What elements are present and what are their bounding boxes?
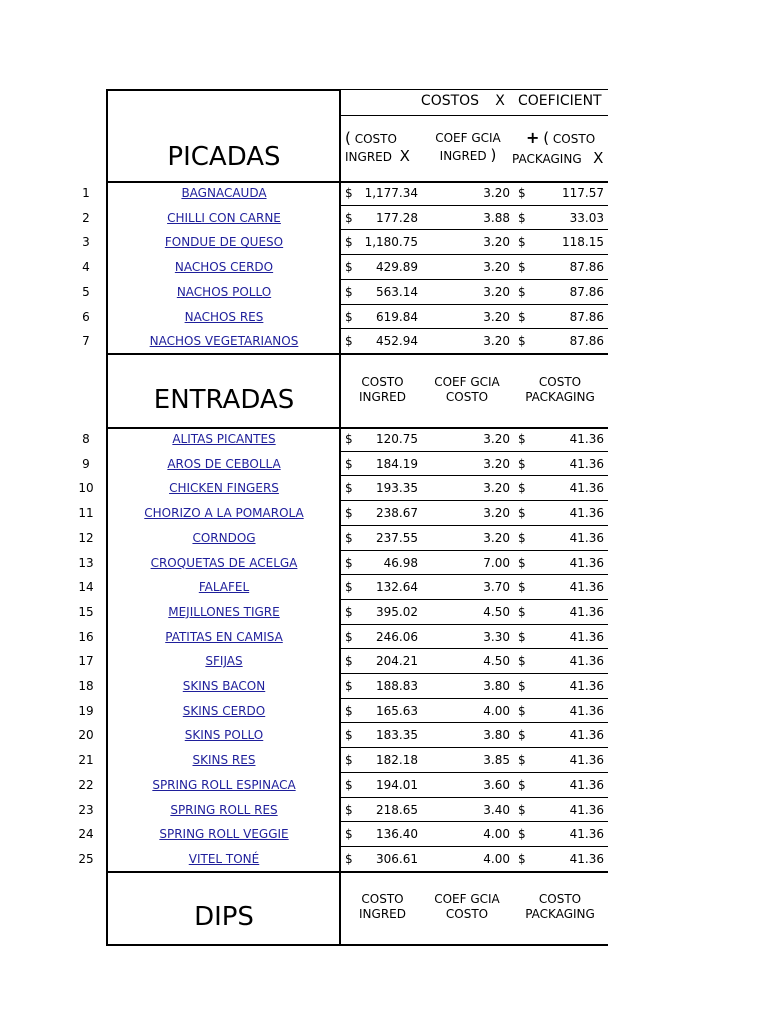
row-separator bbox=[339, 500, 608, 501]
row-separator bbox=[339, 229, 608, 230]
item-link[interactable]: NACHOS CERDO bbox=[174, 260, 274, 275]
row-separator bbox=[339, 648, 608, 649]
col3-line1: COSTO bbox=[552, 132, 596, 146]
row-separator bbox=[339, 525, 608, 526]
currency-symbol: $ bbox=[518, 753, 526, 768]
packaging-value: 87.86 bbox=[569, 284, 604, 299]
currency-symbol: $ bbox=[345, 506, 353, 521]
item-link[interactable]: CROQUETAS DE ACELGA bbox=[150, 555, 298, 570]
picadas-col3-header bbox=[512, 128, 612, 169]
currency-symbol: $ bbox=[518, 530, 526, 545]
cost-value: 165.63 bbox=[376, 703, 418, 718]
item-link[interactable]: NACHOS RES bbox=[184, 309, 264, 324]
item-link[interactable]: SPRING ROLL ESPINACA bbox=[152, 777, 296, 792]
packaging-value: 41.36 bbox=[569, 506, 604, 521]
col2-line2: COSTO bbox=[445, 907, 489, 921]
dips-header-bottom bbox=[106, 944, 608, 946]
item-link[interactable]: VITEL TONÉ bbox=[188, 851, 260, 866]
dips-col2-header bbox=[428, 892, 506, 922]
row-number: 9 bbox=[82, 456, 90, 471]
picadas-col1-header bbox=[345, 130, 420, 166]
row-separator bbox=[339, 475, 608, 476]
row-separator bbox=[339, 205, 608, 206]
cost-value: 204.21 bbox=[376, 654, 418, 669]
row-separator bbox=[339, 254, 608, 255]
row-separator bbox=[339, 304, 608, 305]
packaging-value: 41.36 bbox=[569, 827, 604, 842]
col1-line1: COSTO bbox=[354, 132, 397, 146]
coef-value: 3.20 bbox=[483, 235, 510, 250]
item-link[interactable]: AROS DE CEBOLLA bbox=[167, 456, 281, 471]
row-number: 22 bbox=[78, 777, 94, 792]
cost-value: 184.19 bbox=[376, 456, 418, 471]
item-link[interactable]: NACHOS VEGETARIANOS bbox=[149, 334, 299, 349]
row-number: 12 bbox=[78, 530, 94, 545]
currency-symbol: $ bbox=[518, 309, 526, 324]
item-link[interactable]: SKINS POLLO bbox=[184, 728, 264, 743]
coef-value: 3.20 bbox=[483, 284, 510, 299]
packaging-value: 41.36 bbox=[569, 703, 604, 718]
currency-symbol: $ bbox=[345, 530, 353, 545]
currency-symbol: $ bbox=[345, 580, 353, 595]
coef-value: 7.00 bbox=[483, 555, 510, 570]
row-number: 10 bbox=[78, 481, 94, 496]
col2-line2: COSTO bbox=[445, 390, 489, 404]
packaging-value: 41.36 bbox=[569, 580, 604, 595]
packaging-value: 41.36 bbox=[569, 555, 604, 570]
row-number: 1 bbox=[82, 186, 90, 200]
item-link[interactable]: SKINS CERDO bbox=[182, 703, 266, 718]
col2-line1: COEF GCIA bbox=[435, 131, 501, 145]
item-link[interactable]: SPRING ROLL VEGGIE bbox=[159, 827, 289, 842]
currency-symbol: $ bbox=[518, 827, 526, 842]
packaging-value: 41.36 bbox=[569, 802, 604, 817]
currency-symbol: $ bbox=[345, 260, 353, 275]
row-separator bbox=[339, 797, 608, 798]
row-separator bbox=[339, 722, 608, 723]
coef-value: 3.60 bbox=[483, 777, 510, 792]
row-number: 19 bbox=[78, 703, 94, 718]
coef-value: 3.20 bbox=[483, 530, 510, 545]
cost-value: 183.35 bbox=[376, 728, 418, 743]
section-title-entradas: ENTRADAS bbox=[153, 385, 295, 415]
item-link[interactable]: CHILLI CON CARNE bbox=[167, 210, 281, 225]
row-number: 13 bbox=[78, 555, 94, 570]
entradas-col3-header bbox=[520, 375, 600, 405]
item-link[interactable]: FONDUE DE QUESO bbox=[164, 235, 284, 250]
currency-symbol: $ bbox=[518, 284, 526, 299]
row-number: 25 bbox=[78, 851, 94, 866]
coef-value: 4.00 bbox=[483, 827, 510, 842]
picadas-header-bottom bbox=[106, 181, 608, 183]
row-separator bbox=[339, 599, 608, 600]
cost-value: 306.61 bbox=[376, 851, 418, 866]
coef-value: 3.20 bbox=[483, 309, 510, 324]
currency-symbol: $ bbox=[518, 851, 526, 866]
row-separator bbox=[339, 698, 608, 699]
open-paren: ( bbox=[345, 129, 351, 147]
currency-symbol: $ bbox=[518, 260, 526, 275]
cost-value: 1,180.75 bbox=[364, 235, 418, 250]
coef-value: 3.20 bbox=[483, 334, 510, 349]
currency-symbol: $ bbox=[518, 728, 526, 743]
row-number: 3 bbox=[82, 235, 90, 250]
currency-symbol: $ bbox=[518, 210, 526, 225]
row-number: 4 bbox=[82, 260, 90, 275]
coef-value: 3.20 bbox=[483, 186, 510, 200]
packaging-value: 41.36 bbox=[569, 679, 604, 693]
currency-symbol: $ bbox=[518, 432, 526, 446]
entradas-col1-header bbox=[345, 375, 420, 405]
coef-value: 4.00 bbox=[483, 703, 510, 718]
item-link[interactable]: SFIJAS bbox=[205, 654, 243, 669]
header-x: X bbox=[495, 93, 505, 109]
row-number: 14 bbox=[78, 580, 94, 595]
item-link[interactable]: CORNDOG bbox=[192, 530, 256, 545]
currency-symbol: $ bbox=[345, 432, 353, 446]
header-top-border bbox=[339, 89, 608, 90]
currency-symbol: $ bbox=[518, 506, 526, 521]
picadas-top-border bbox=[106, 89, 340, 91]
currency-symbol: $ bbox=[345, 777, 353, 792]
currency-symbol: $ bbox=[345, 235, 353, 250]
row-number: 11 bbox=[78, 506, 94, 521]
packaging-value: 41.36 bbox=[569, 777, 604, 792]
cost-value: 429.89 bbox=[376, 260, 418, 275]
dips-col3-header bbox=[520, 892, 600, 922]
currency-symbol: $ bbox=[345, 851, 353, 866]
col3-line2: PACKAGING bbox=[525, 907, 595, 921]
currency-symbol: $ bbox=[345, 604, 353, 619]
row-number: 8 bbox=[82, 432, 90, 446]
plus-sign: + bbox=[526, 128, 540, 147]
packaging-value: 41.36 bbox=[569, 728, 604, 743]
row-separator bbox=[339, 574, 608, 575]
item-link[interactable]: CHORIZO A LA POMAROLA bbox=[144, 506, 304, 521]
coef-value: 3.30 bbox=[483, 629, 510, 644]
row-number: 2 bbox=[82, 210, 90, 225]
row-separator bbox=[339, 451, 608, 452]
row-number: 24 bbox=[78, 827, 94, 842]
col1-line1: COSTO bbox=[361, 892, 404, 906]
packaging-value: 87.86 bbox=[569, 334, 604, 349]
currency-symbol: $ bbox=[518, 777, 526, 792]
header-subline bbox=[339, 115, 608, 116]
packaging-value: 87.86 bbox=[569, 260, 604, 275]
currency-symbol: $ bbox=[518, 629, 526, 644]
col1-x: X bbox=[399, 147, 410, 165]
cost-value: 218.65 bbox=[376, 802, 418, 817]
picadas-col2-header bbox=[428, 130, 508, 165]
cost-value: 188.83 bbox=[376, 679, 418, 693]
section-title-dips: DIPS bbox=[194, 902, 254, 932]
col1-line1: COSTO bbox=[361, 375, 404, 389]
row-separator bbox=[339, 772, 608, 773]
col1-line2: INGRED bbox=[359, 390, 406, 404]
col3-line2: PACKAGING bbox=[525, 390, 595, 404]
currency-symbol: $ bbox=[345, 186, 353, 200]
currency-symbol: $ bbox=[518, 703, 526, 718]
currency-symbol: $ bbox=[345, 753, 353, 768]
row-separator bbox=[339, 673, 608, 674]
currency-symbol: $ bbox=[345, 802, 353, 817]
row-number: 5 bbox=[82, 284, 90, 299]
cost-value: 132.64 bbox=[376, 580, 418, 595]
currency-symbol: $ bbox=[518, 334, 526, 349]
packaging-value: 41.36 bbox=[569, 530, 604, 545]
coef-value: 3.40 bbox=[483, 802, 510, 817]
coef-value: 4.00 bbox=[483, 851, 510, 866]
coef-value: 3.20 bbox=[483, 481, 510, 496]
coef-value: 3.85 bbox=[483, 753, 510, 768]
col3-x: X bbox=[593, 149, 604, 167]
packaging-value: 41.36 bbox=[569, 604, 604, 619]
cost-value: 46.98 bbox=[383, 555, 418, 570]
dips-header-top bbox=[106, 871, 608, 873]
row-number: 17 bbox=[78, 654, 94, 669]
close-paren: ) bbox=[490, 146, 497, 164]
row-separator bbox=[339, 747, 608, 748]
currency-symbol: $ bbox=[518, 456, 526, 471]
row-number: 18 bbox=[78, 679, 94, 693]
col3-line1: COSTO bbox=[538, 892, 582, 906]
row-number: 6 bbox=[82, 309, 90, 324]
currency-symbol: $ bbox=[518, 555, 526, 570]
cost-value: 395.02 bbox=[376, 604, 418, 619]
coef-value: 3.20 bbox=[483, 260, 510, 275]
packaging-value: 41.36 bbox=[569, 629, 604, 644]
coef-value: 3.88 bbox=[483, 210, 510, 225]
packaging-value: 41.36 bbox=[569, 753, 604, 768]
packaging-value: 33.03 bbox=[569, 210, 604, 225]
packaging-value: 41.36 bbox=[569, 481, 604, 496]
col2-line2: INGRED bbox=[439, 149, 487, 163]
header-costos: COSTOS bbox=[420, 93, 480, 109]
currency-symbol: $ bbox=[518, 604, 526, 619]
packaging-value: 87.86 bbox=[569, 309, 604, 324]
item-link[interactable]: SKINS BACON bbox=[182, 679, 266, 693]
col3-open-paren: ( bbox=[543, 129, 550, 147]
packaging-value: 41.36 bbox=[569, 851, 604, 866]
col1-line2: INGRED bbox=[359, 907, 406, 921]
cost-value: 194.01 bbox=[376, 777, 418, 792]
currency-symbol: $ bbox=[345, 334, 353, 349]
row-number: 15 bbox=[78, 604, 94, 619]
col2-line1: COEF GCIA bbox=[434, 892, 500, 906]
packaging-value: 117.57 bbox=[562, 186, 604, 200]
item-link[interactable]: BAGNACAUDA bbox=[181, 186, 267, 200]
currency-symbol: $ bbox=[345, 654, 353, 669]
entradas-header-bottom bbox=[106, 427, 608, 429]
coef-value: 3.20 bbox=[483, 506, 510, 521]
row-separator bbox=[339, 846, 608, 847]
row-number: 20 bbox=[78, 728, 94, 743]
item-link[interactable]: CHICKEN FINGERS bbox=[169, 481, 279, 496]
currency-symbol: $ bbox=[518, 679, 526, 693]
packaging-value: 118.15 bbox=[562, 235, 604, 250]
row-separator bbox=[339, 550, 608, 551]
coef-value: 3.80 bbox=[483, 679, 510, 693]
dips-col1-header bbox=[345, 892, 420, 922]
col3-line2: PACKAGING bbox=[512, 152, 582, 166]
cost-value: 452.94 bbox=[376, 334, 418, 349]
col2-line1: COEF GCIA bbox=[434, 375, 500, 389]
currency-symbol: $ bbox=[345, 284, 353, 299]
row-number: 21 bbox=[78, 753, 94, 768]
entradas-col2-header bbox=[428, 375, 506, 405]
coef-value: 4.50 bbox=[483, 604, 510, 619]
cost-value: 246.06 bbox=[376, 629, 418, 644]
currency-symbol: $ bbox=[518, 580, 526, 595]
currency-symbol: $ bbox=[518, 481, 526, 496]
currency-symbol: $ bbox=[345, 555, 353, 570]
coef-value: 4.50 bbox=[483, 654, 510, 669]
row-number: 7 bbox=[82, 334, 90, 349]
coef-value: 3.20 bbox=[483, 432, 510, 446]
item-link[interactable]: ALITAS PICANTES bbox=[172, 432, 276, 446]
currency-symbol: $ bbox=[345, 679, 353, 693]
currency-symbol: $ bbox=[345, 728, 353, 743]
coef-value: 3.80 bbox=[483, 728, 510, 743]
currency-symbol: $ bbox=[345, 456, 353, 471]
coef-value: 3.20 bbox=[483, 456, 510, 471]
item-link[interactable]: SKINS RES bbox=[192, 753, 256, 768]
header-coeficient: COEFICIENT bbox=[518, 93, 602, 109]
entradas-header-top bbox=[106, 353, 608, 355]
currency-symbol: $ bbox=[518, 186, 526, 200]
row-separator bbox=[339, 821, 608, 822]
col3-line1: COSTO bbox=[538, 375, 582, 389]
cost-value: 193.35 bbox=[376, 481, 418, 496]
cost-value: 238.67 bbox=[376, 506, 418, 521]
item-link[interactable]: NACHOS POLLO bbox=[176, 284, 272, 299]
cost-value: 120.75 bbox=[376, 432, 418, 446]
packaging-value: 41.36 bbox=[569, 432, 604, 446]
section-title-picadas: PICADAS bbox=[167, 142, 281, 172]
cost-value: 1,177.34 bbox=[364, 186, 418, 200]
currency-symbol: $ bbox=[345, 827, 353, 842]
cost-value: 182.18 bbox=[376, 753, 418, 768]
row-separator bbox=[339, 624, 608, 625]
cost-value: 177.28 bbox=[376, 210, 418, 225]
item-link[interactable]: PATITAS EN CAMISA bbox=[165, 629, 283, 644]
currency-symbol: $ bbox=[345, 481, 353, 496]
currency-symbol: $ bbox=[518, 654, 526, 669]
cost-value: 237.55 bbox=[376, 530, 418, 545]
currency-symbol: $ bbox=[345, 703, 353, 718]
item-link[interactable]: FALAFEL bbox=[198, 580, 250, 595]
currency-symbol: $ bbox=[345, 210, 353, 225]
cost-value: 619.84 bbox=[376, 309, 418, 324]
row-number: 23 bbox=[78, 802, 94, 817]
row-separator bbox=[339, 279, 608, 280]
currency-symbol: $ bbox=[345, 309, 353, 324]
currency-symbol: $ bbox=[345, 629, 353, 644]
packaging-value: 41.36 bbox=[569, 654, 604, 669]
item-link[interactable]: SPRING ROLL RES bbox=[170, 802, 278, 817]
currency-symbol: $ bbox=[518, 802, 526, 817]
cost-value: 563.14 bbox=[376, 284, 418, 299]
currency-symbol: $ bbox=[518, 235, 526, 250]
col1-line2: INGRED bbox=[345, 150, 392, 164]
packaging-value: 41.36 bbox=[569, 456, 604, 471]
coef-value: 3.70 bbox=[483, 580, 510, 595]
cost-value: 136.40 bbox=[376, 827, 418, 842]
item-link[interactable]: MEJILLONES TIGRE bbox=[168, 604, 280, 619]
row-number: 16 bbox=[78, 629, 94, 644]
row-separator bbox=[339, 328, 608, 329]
